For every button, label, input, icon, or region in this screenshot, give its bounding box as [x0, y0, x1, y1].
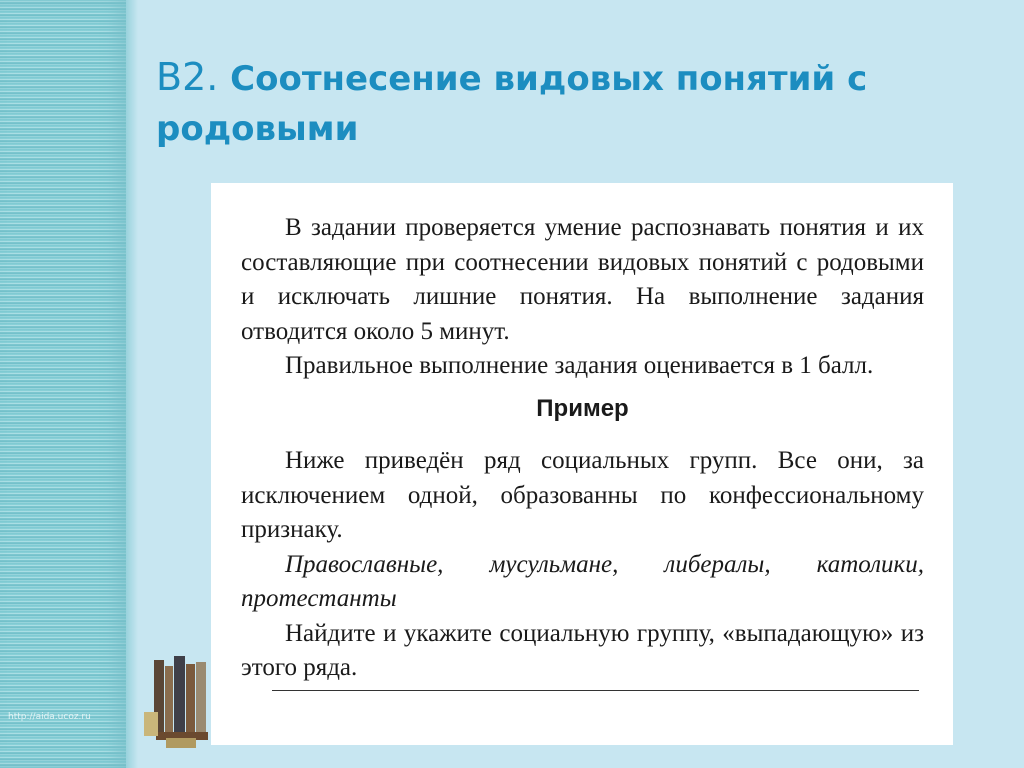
slide-title	[156, 52, 976, 154]
task-description: В задании проверяется умение распознавать понятия и их составляющие при соотнесении видовых понятий с родовыми и исключать лишние понятия. На выполнение задания отводится около 5 минут.	[241, 214, 924, 345]
books-icon	[136, 652, 216, 752]
example-list: Православные, мусульмане, либералы, католики, протестанты	[241, 550, 924, 612]
title-number: В2.	[156, 55, 219, 99]
example-task: Ниже приведён ряд социальных групп. Все они, за исключением одной, образованны по конфессиональному признаку.	[241, 447, 924, 543]
watermark-url: http://aida.ucoz.ru	[8, 712, 91, 722]
title-text: Соотнесение видовых понятий с родовыми	[156, 59, 868, 149]
task-scoring: Правильное выполнение задания оценивается в 1 балл.	[285, 352, 874, 379]
document-scan	[211, 183, 953, 745]
document-body	[241, 211, 924, 686]
decorative-stripe	[0, 0, 126, 768]
example-heading: Пример	[536, 394, 629, 422]
underline-rule	[272, 690, 919, 691]
example-question: Найдите и укажите социальную группу, «выпадающую» из этого ряда.	[241, 619, 924, 681]
